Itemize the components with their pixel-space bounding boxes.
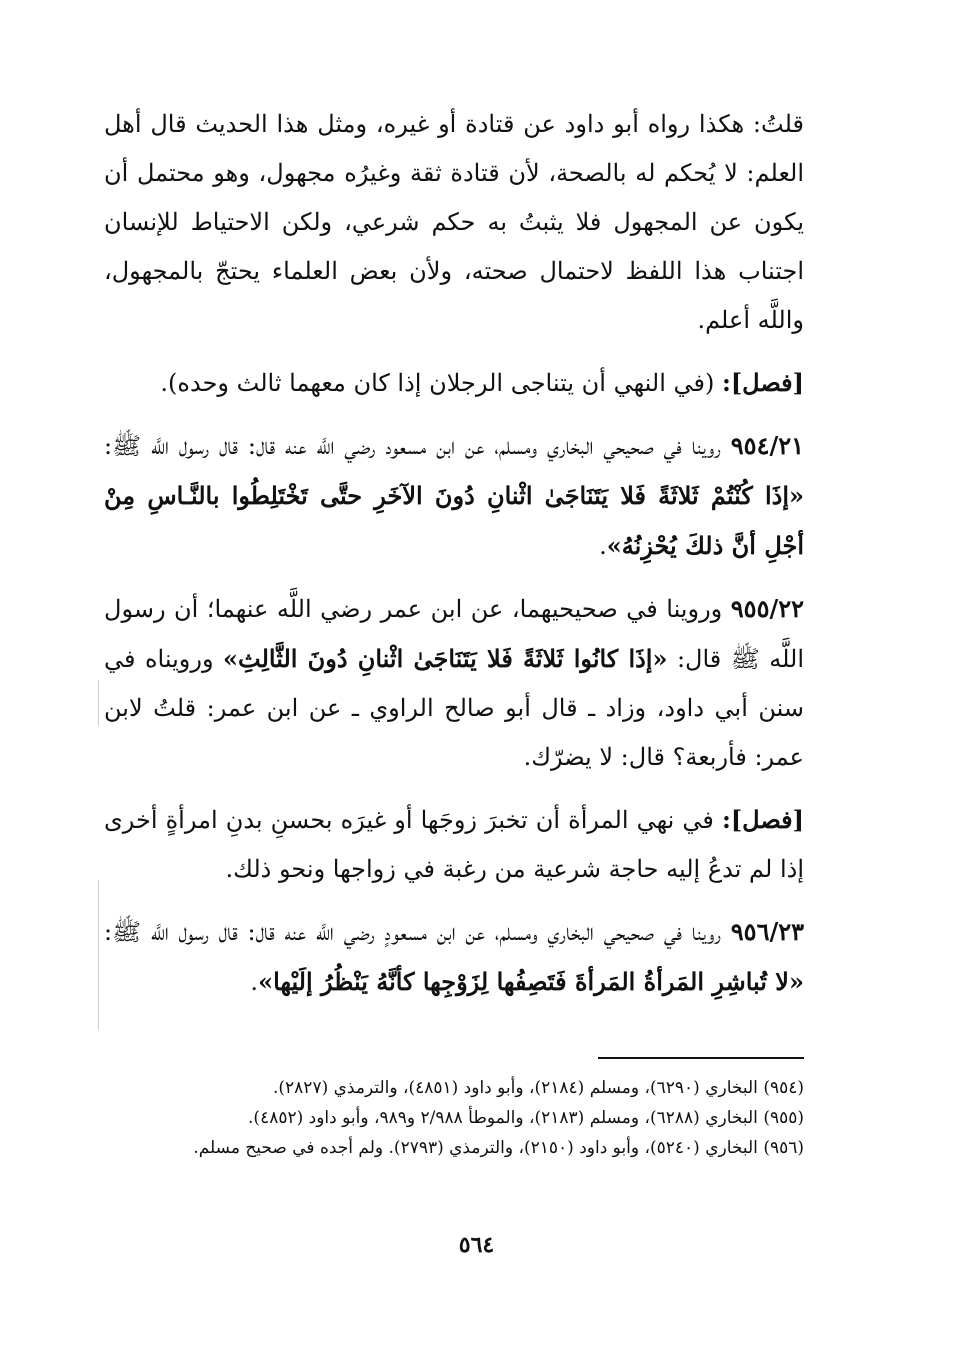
paragraph-text-end: ورويناه في سنن أبي داود، وزاد ـ قال أبو صالح الراوي ـ عن ابن عمر: قلتُ لابن عمر: فأربعة؟ قال: لا يضرّك.: [104, 645, 804, 771]
hadith-quote: «إذَا كانُوا ثَلاثَةً فَلا يَتَنَاجَىٰ اثْنانِ دُونَ الثَّالِثِ»: [223, 644, 668, 673]
page-number: ٥٦٤: [458, 1232, 495, 1258]
paragraph-text: في نهي المرأة أن تخبرَ زوجَها أو غيرَه بحسنِ بدنِ امرأةٍ أخرى إذا لم تدعُ إليه حاجة شرعية من رغبة في زواجها ونحو ذلك.: [104, 806, 804, 883]
paragraph-fasl-whispering: [104, 358, 804, 408]
paragraph-hadith-955: [104, 584, 804, 782]
hadith-quote: «إذَا كُنْتُمْ ثَلاثَةً فَلا يَتَنَاجَىٰ اثْنانِ دُونَ الآخَرِ حتَّى تَخْتَلِطُوا بالنَّـاسِ مِنْ أجْلِ أنَّ ذلكَ يُحْزِنُهُ»: [104, 481, 805, 560]
fasl-label: [فصل]:: [721, 368, 804, 397]
hadith-quote: «لا تُباشِرِ المَرأةُ المَرأةَ فَتَصِفُها لِزَوْجِها كأنَّهُ يَنْظُرُ إلَيْها»: [258, 967, 804, 996]
paragraph-text: روينا في صحيحي البخاري ومسلم، عن ابن مسعود رضي اللَّه عنه قال: قال رسول اللَّه ﷺ:: [104, 432, 731, 460]
fasl-label: [فصل]:: [721, 805, 804, 834]
paragraph-text: قلتُ: هكذا رواه أبو داود عن قتادة أو غيره، ومثل هذا الحديث قال أهل العلم: لا يُحكم له بالصحة، لأن قتادة ثقة وغيرُه مجهول، وهو محتمل أن يكون عن المجهول فلا يثبتُ به حكم شرعي، ولكن الاحتياط للإنسان اجتناب هذا اللفظ لاحتمال صحته، ولأن بعض العلماء يحتجّ بالمجهول، واللَّه أعلم.: [104, 110, 805, 334]
paragraph-text-end: .: [599, 532, 607, 560]
footnotes: [104, 1073, 804, 1163]
footnote-956: (٩٥٦) البخاري (٥٢٤٠)، وأبو داود (٢١٥٠)، والترمذي (٢٧٩٣). ولم أجده في صحيح مسلم.: [193, 1138, 804, 1158]
main-text: [104, 100, 804, 1020]
paragraph-fasl-describing: [104, 795, 804, 894]
hadith-number: ٩٥٦/٢٣: [730, 917, 804, 946]
paragraph-hadith-956: [104, 907, 804, 1007]
scan-margin-mark: [98, 680, 99, 726]
scan-margin-mark: [98, 880, 99, 1030]
paragraph-commentary: [104, 100, 804, 345]
paragraph-text-end: .: [250, 968, 259, 996]
paragraph-text: روينا في صحيحي البخاري ومسلم، عن ابن مسعودٍ رضي اللَّه عنه قال: قال رسول اللَّه ﷺ:: [104, 918, 731, 946]
hadith-number: ٩٥٥/٢٢: [730, 594, 804, 623]
hadith-number: ٩٥٤/٢١: [730, 431, 804, 460]
footnote-954: (٩٥٤) البخاري (٦٢٩٠)، ومسلم (٢١٨٤)، وأبو داود (٤٨٥١)، والترمذي (٢٨٢٧).: [273, 1078, 804, 1098]
paragraph-text: وروينا في صحيحيهما، عن ابن عمر رضي اللَّه عنهما؛ أن رسول اللَّه ﷺ قال:: [104, 595, 804, 673]
paragraph-hadith-954: [104, 421, 804, 571]
footnote-divider: [598, 1057, 804, 1059]
footnote-955: (٩٥٥) البخاري (٦٢٨٨)، ومسلم (٢١٨٣)، والموطأ ٢/٩٨٨ و٩٨٩، وأبو داود (٤٨٥٢).: [248, 1108, 804, 1128]
paragraph-text: (في النهي أن يتناجى الرجلان إذا كان معهما ثالث وحده).: [160, 369, 722, 397]
